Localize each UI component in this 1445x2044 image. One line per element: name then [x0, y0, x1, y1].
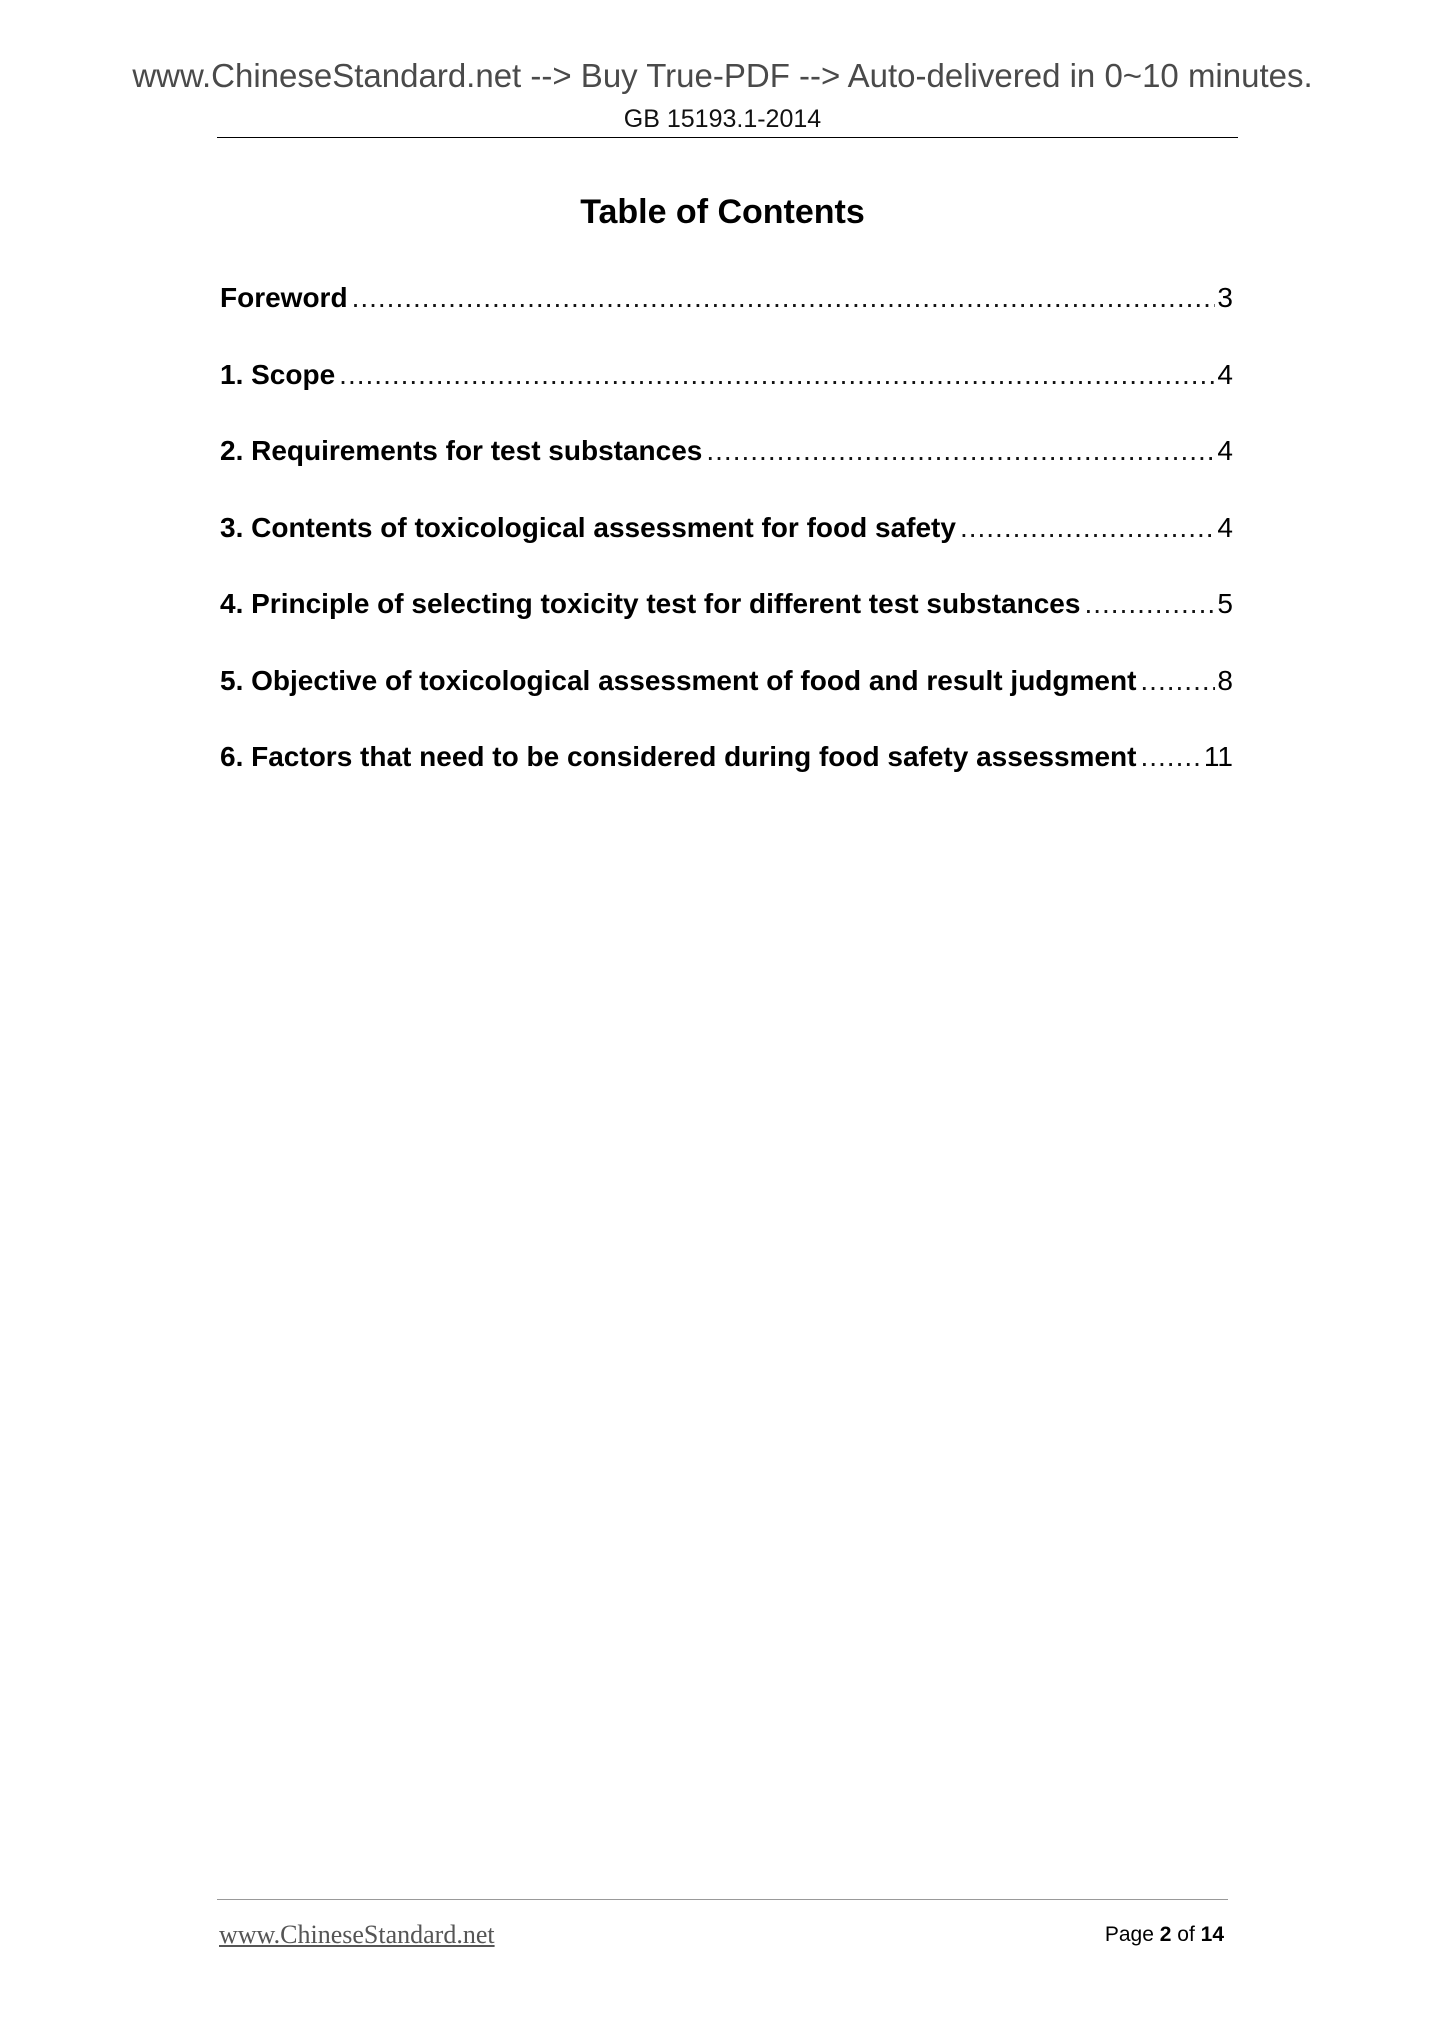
toc-dot-leader — [1140, 661, 1215, 701]
toc-title: Table of Contents — [580, 193, 865, 231]
footer-divider — [217, 1899, 1228, 1900]
header-divider — [217, 137, 1238, 138]
page-total: 14 — [1200, 1923, 1224, 1946]
toc-dot-leader — [339, 355, 1215, 395]
toc-entry-objective[interactable] — [220, 661, 1233, 738]
toc-entry-page: 11 — [1203, 741, 1233, 772]
toc-dot-leader — [352, 278, 1216, 318]
footer-site-link[interactable]: www.ChineseStandard.net — [219, 1920, 495, 1949]
page-of: of — [1177, 1923, 1195, 1946]
toc-entry-label: Foreword — [220, 282, 348, 313]
site-banner: www.ChineseStandard.net --> Buy True-PDF --> Auto-delivered in 0~10 minutes. — [132, 57, 1313, 94]
toc-entry-contents[interactable] — [220, 508, 1233, 585]
toc-entry-foreword[interactable] — [220, 278, 1233, 355]
toc-entry-label: 3. Contents of toxicological assessment for food safety — [220, 511, 956, 543]
toc-dot-leader — [1084, 584, 1215, 624]
toc-entry-page: 4 — [1217, 511, 1233, 543]
toc-entry-label: 1. Scope — [220, 358, 336, 390]
toc-dot-leader — [1140, 737, 1201, 777]
document-code: GB 15193.1-2014 — [623, 105, 822, 133]
toc-entry-principle[interactable] — [220, 584, 1233, 661]
page-current: 2 — [1159, 1923, 1172, 1946]
toc-entry-label: 6. Factors that need to be considered during food safety assessment — [220, 741, 1137, 772]
toc-entry-label: 5. Objective of toxicological assessment of food and result judgment — [220, 664, 1137, 696]
toc-entry-page: 8 — [1217, 664, 1233, 696]
toc-dot-leader — [960, 508, 1215, 548]
toc-dot-leader — [706, 431, 1215, 471]
toc-list — [220, 278, 1233, 814]
toc-entry-requirements[interactable] — [220, 431, 1233, 508]
toc-entry-page: 4 — [1217, 358, 1233, 390]
toc-entry-label: 2. Requirements for test substances — [220, 435, 703, 466]
toc-entry-page: 4 — [1217, 435, 1233, 466]
toc-entry-label: 4. Principle of selecting toxicity test for different test substances — [220, 588, 1081, 619]
page-prefix: Page — [1104, 1923, 1154, 1946]
toc-entry-page: 5 — [1217, 588, 1233, 619]
toc-entry-scope[interactable] — [220, 355, 1233, 432]
page-number — [1000, 1921, 1224, 1949]
toc-entry-page: 3 — [1217, 282, 1233, 313]
toc-entry-factors[interactable] — [220, 737, 1233, 814]
